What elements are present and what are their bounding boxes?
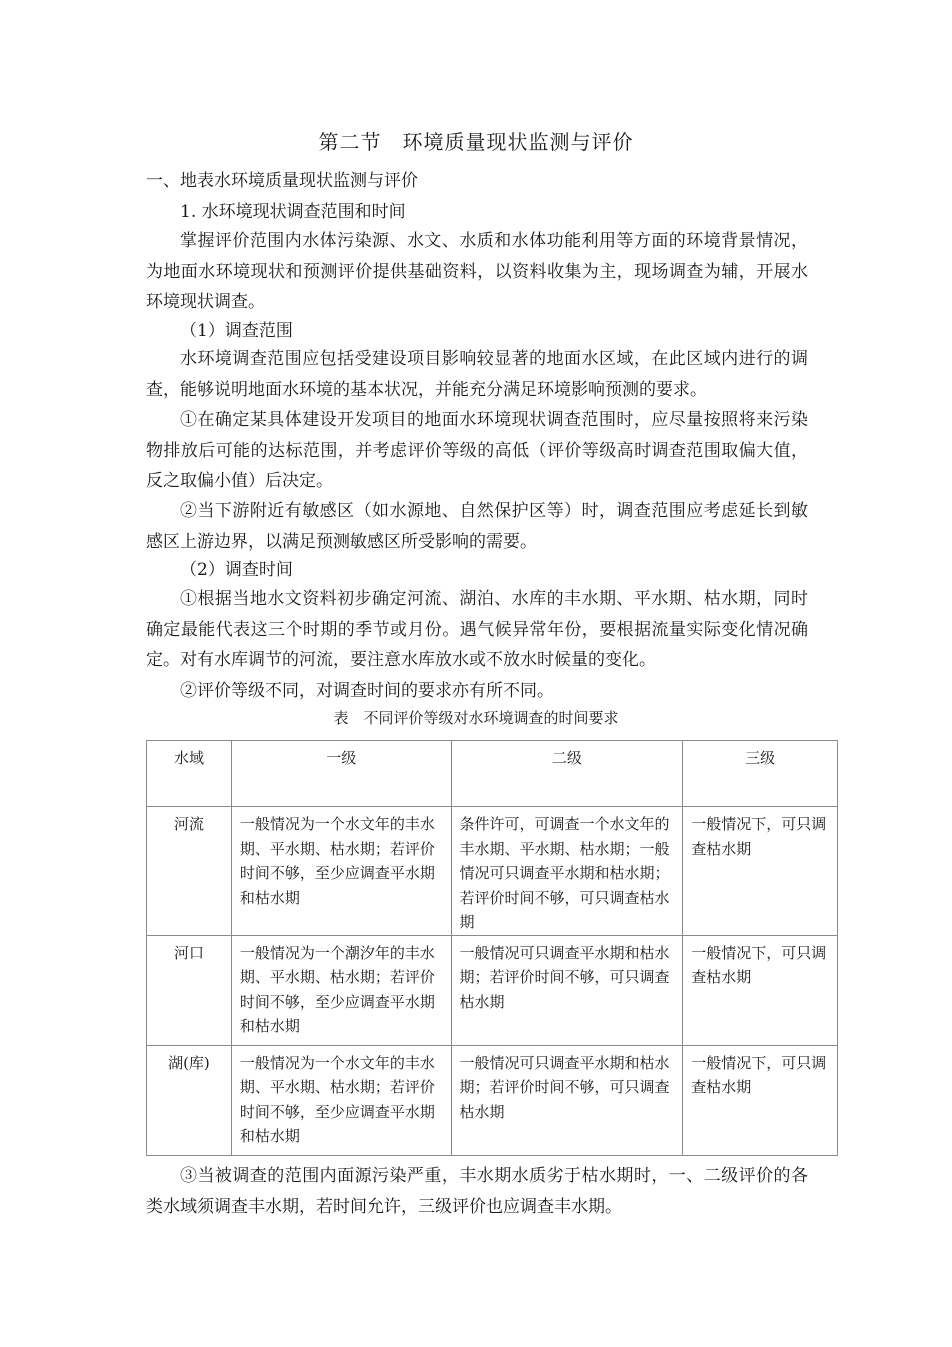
subheading-scope: （1）调查范围 — [180, 321, 293, 341]
cell-level-1: 一般情况为一个水文年的丰水期、平水期、枯水期；若评价时间不够，至少应调查平水期和枯水期 — [231, 807, 451, 936]
header-water-body: 水域 — [147, 741, 232, 807]
paragraph-scope-item2: ②当下游附近有敏感区（如水源地、自然保护区等）时，调查范围应考虑延长到敏感区上游边界，以满足预测敏感区所受影响的需要。 — [146, 501, 808, 552]
header-level-3: 三级 — [683, 741, 838, 807]
cell-level-2: 条件许可，可调查一个水文年的丰水期、平水期、枯水期；一般情况可只调查平水期和枯水期；若评价时间不够，可只调查枯水期 — [451, 807, 683, 936]
paragraph-scope: 水环境调查范围应包括受建设项目影响较显著的地面水区域，在此区域内进行的调查，能够说明地面水环境的基本状况，并能充分满足环境影响预测的要求。 — [146, 349, 808, 400]
cell-level-2: 一般情况可只调查平水期和枯水期；若评价时间不够，可只调查枯水期 — [451, 1045, 683, 1155]
subheading-time: （2）调查时间 — [180, 560, 293, 580]
table-header-row — [147, 741, 838, 807]
header-level-1: 一级 — [231, 741, 451, 807]
paragraph-time-item3: ③当被调查的范围内面源污染严重，丰水期水质劣于枯水期时，一、二级评价的各类水域须调查丰水期，若时间允许，三级评价也应调查丰水期。 — [146, 1166, 808, 1217]
paragraph-scope-item1: ①在确定某具体建设开发项目的地面水环境现状调查范围时，应尽量按照将来污染物排放后可能的达标范围，并考虑评价等级的高低（评价等级高时调查范围取偏大值，反之取偏小值）后决定。 — [146, 410, 808, 491]
table-row — [147, 935, 838, 1045]
header-level-2: 二级 — [451, 741, 683, 807]
cell-water-body: 河流 — [147, 807, 232, 936]
survey-time-table — [146, 740, 838, 1156]
paragraph-time-item2: ②评价等级不同，对调查时间的要求亦有所不同。 — [180, 681, 554, 701]
cell-level-3: 一般情况下，可只调查枯水期 — [683, 1045, 838, 1155]
cell-level-1: 一般情况为一个潮汐年的丰水期、平水期、枯水期；若评价时间不够，至少应调查平水期和枯水期 — [231, 935, 451, 1045]
cell-level-1: 一般情况为一个水文年的丰水期、平水期、枯水期；若评价时间不够，至少应调查平水期和枯水期 — [231, 1045, 451, 1155]
table-caption: 表 不同评价等级对水环境调查的时间要求 — [333, 709, 619, 727]
cell-water-body: 河口 — [147, 935, 232, 1045]
heading-surface-water: 一、地表水环境质量现状监测与评价 — [146, 171, 418, 191]
cell-level-2: 一般情况可只调查平水期和枯水期；若评价时间不够，可只调查枯水期 — [451, 935, 683, 1045]
cell-level-3: 一般情况下，可只调查枯水期 — [683, 807, 838, 936]
heading-survey-scope-time: 1. 水环境现状调查范围和时间 — [180, 202, 406, 222]
table-row — [147, 807, 838, 936]
table-row — [147, 1045, 838, 1155]
section-title: 第二节 环境质量现状监测与评价 — [318, 130, 634, 154]
cell-level-3: 一般情况下，可只调查枯水期 — [683, 935, 838, 1045]
paragraph-intro: 掌握评价范围内水体污染源、水文、水质和水体功能利用等方面的环境背景情况，为地面水环境现状和预测评价提供基础资料，以资料收集为主，现场调查为辅，开展水环境现状调查。 — [146, 231, 808, 312]
cell-water-body: 湖(库) — [147, 1045, 232, 1155]
paragraph-time-item1: ①根据当地水文资料初步确定河流、湖泊、水库的丰水期、平水期、枯水期，同时确定最能代表这三个时期的季节或月份。遇气候异常年份，要根据流量实际变化情况确定。对有水库调节的河流，要注意水库放水或不放水时候量的变化。 — [146, 589, 808, 670]
